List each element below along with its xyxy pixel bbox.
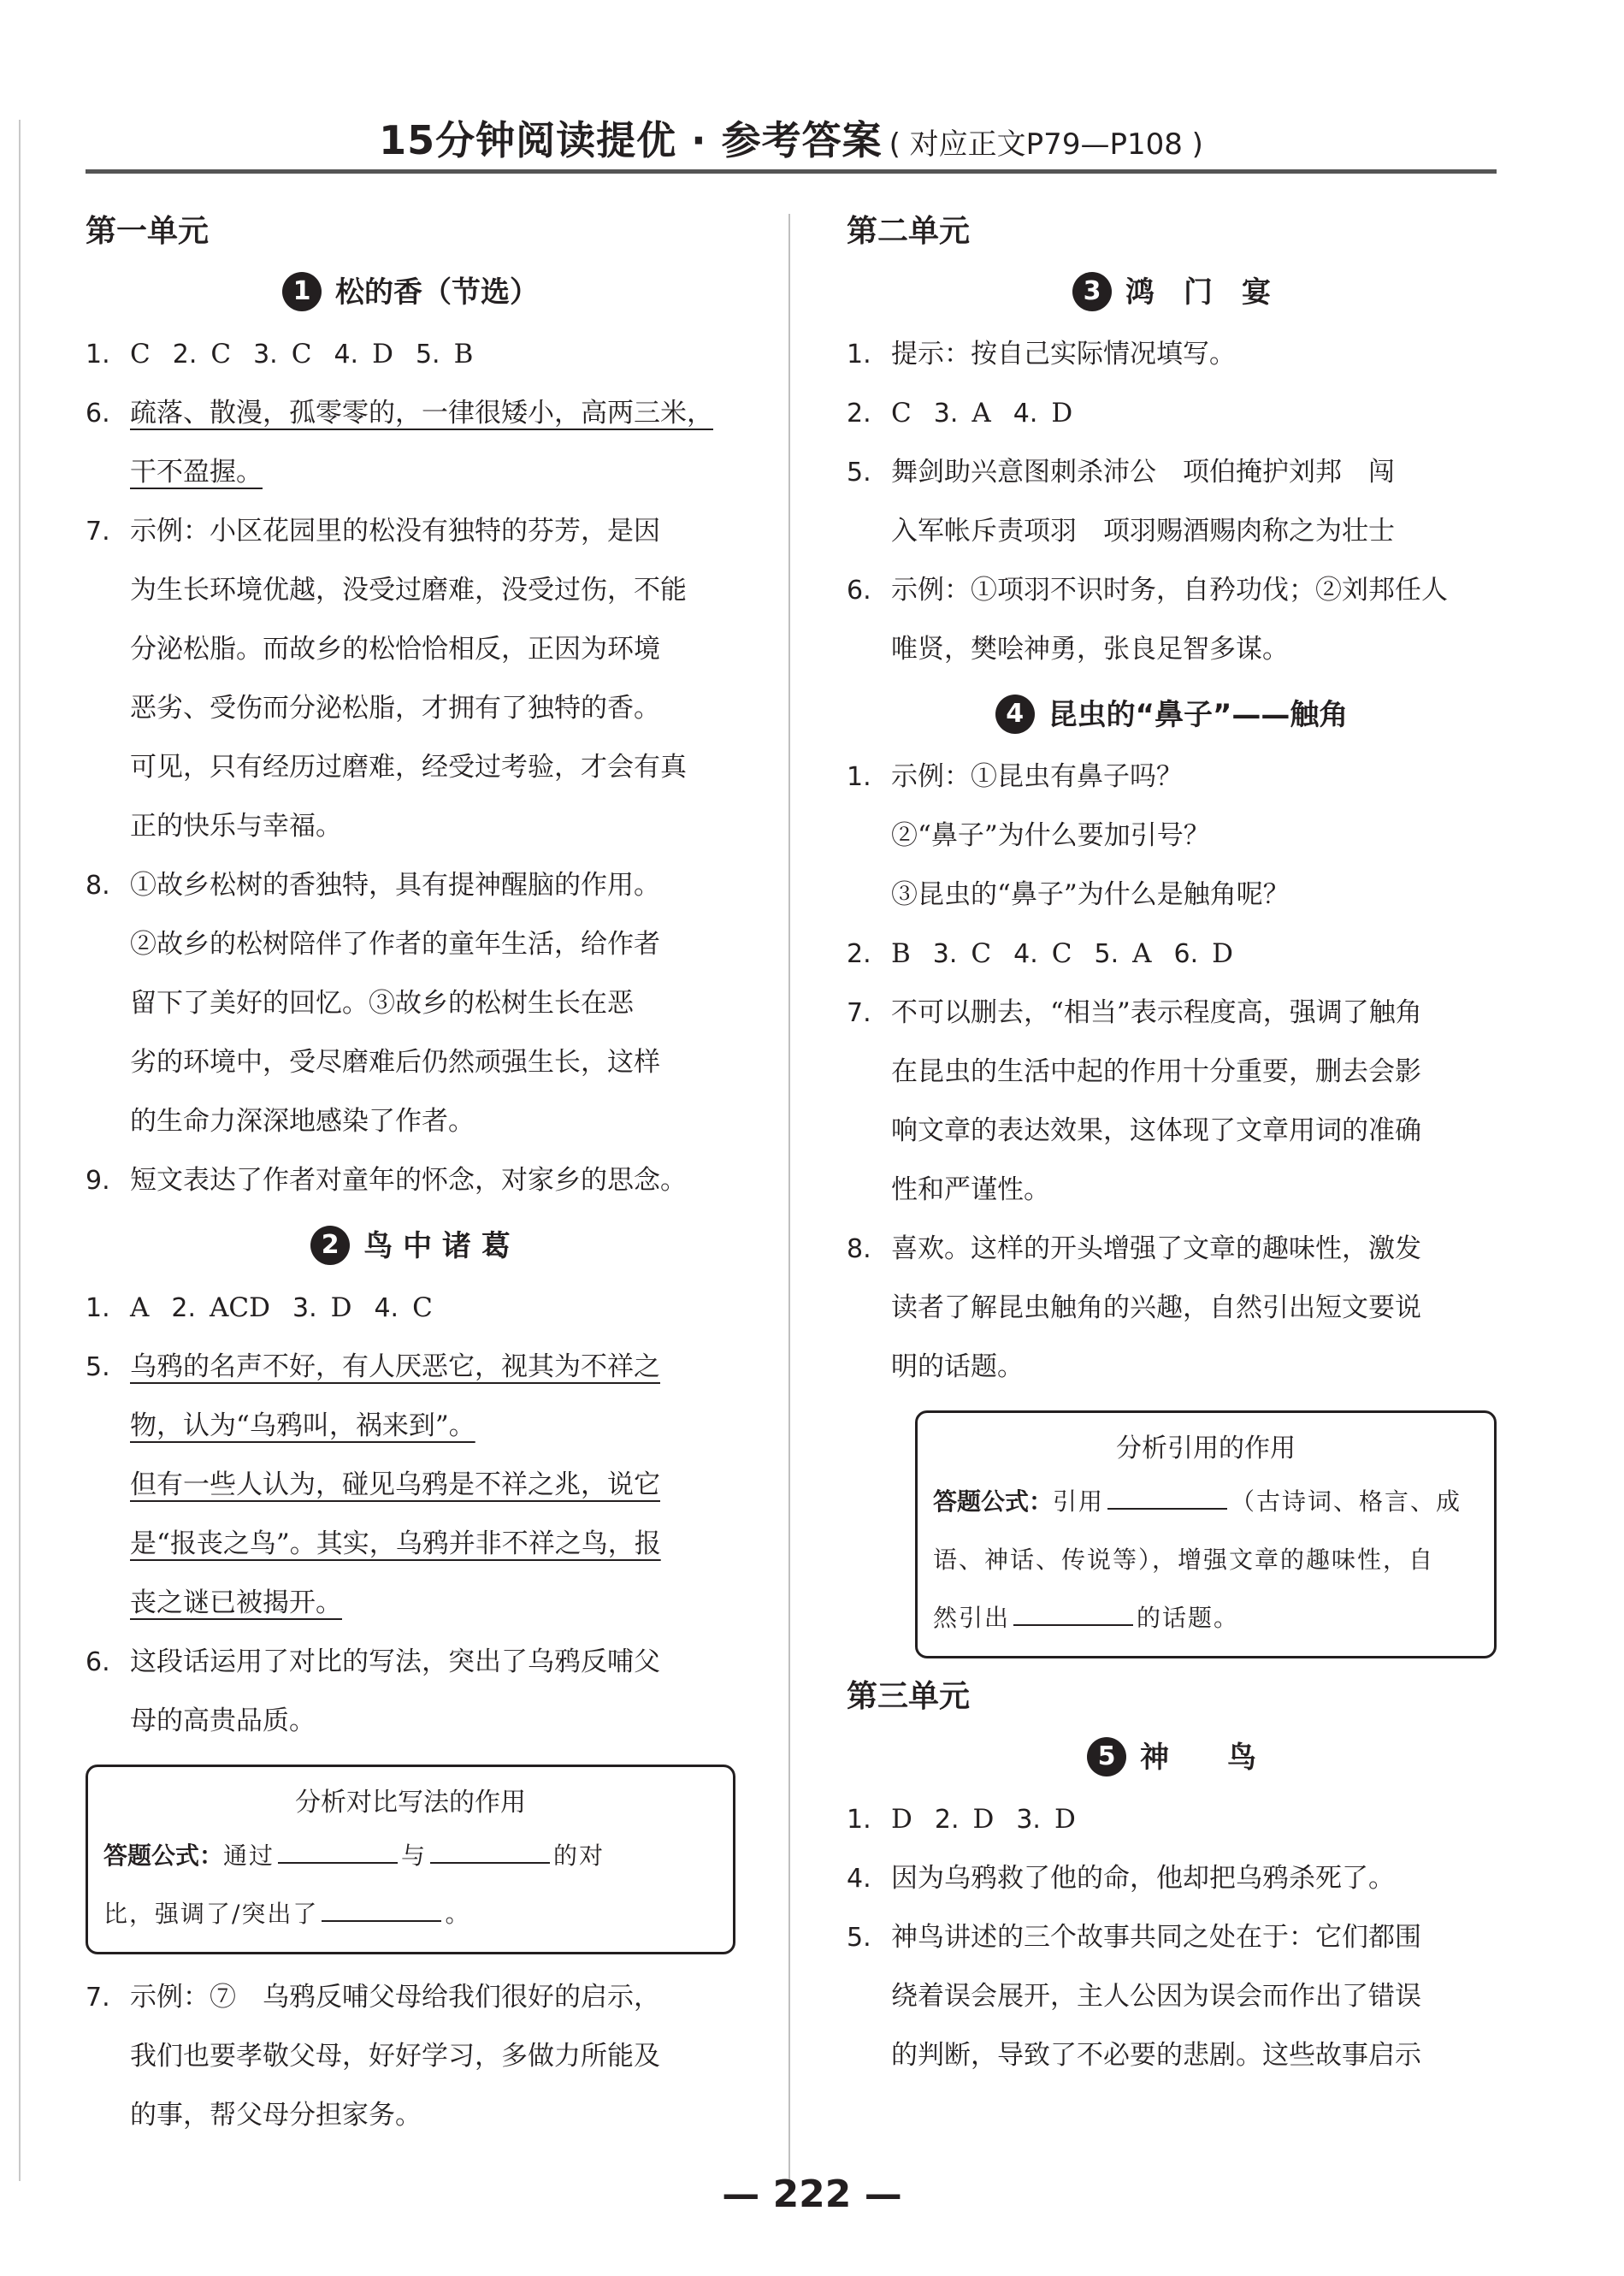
item-number: 6. bbox=[847, 576, 871, 606]
answer-line: 这段话运用了对比的写法，突出了乌鸦反哺父 bbox=[130, 1646, 660, 1677]
column-divider bbox=[788, 214, 790, 2181]
formula-title: 分析引用的作用 bbox=[1116, 1434, 1296, 1463]
underlined-line: 丧之谜已被揭开。 bbox=[130, 1587, 342, 1618]
section-title bbox=[86, 263, 735, 322]
answer-item bbox=[847, 1908, 1497, 2085]
choice-answer: C bbox=[971, 938, 992, 969]
answer-item bbox=[847, 1220, 1497, 1397]
answer-item bbox=[86, 856, 735, 1151]
answer-item bbox=[86, 1151, 735, 1210]
item-number: 4. bbox=[374, 1293, 399, 1323]
page-subtitle: ( 对应正文P79—P108 ) bbox=[889, 127, 1203, 162]
choice-answer: C bbox=[1051, 938, 1072, 969]
section-title bbox=[86, 1217, 735, 1275]
answer-line: 唯贤，樊哙神勇，张良足智多谋。 bbox=[891, 634, 1289, 665]
choice-answer: D bbox=[330, 1292, 352, 1323]
answer-line: ③昆虫的“鼻子”为什么是触角呢？ bbox=[891, 879, 1290, 910]
section-title bbox=[847, 1729, 1497, 1787]
answer-line: 可见，只有经历过磨难，经受过考验，才会有真 bbox=[130, 752, 687, 783]
item-number: 5. bbox=[415, 340, 440, 369]
item-number: 3. bbox=[932, 939, 958, 969]
answer-line: 短文表达了作者对童年的怀念，对家乡的思念。 bbox=[130, 1165, 687, 1196]
formula-text: 引用 bbox=[1053, 1487, 1105, 1516]
formula-text: （古诗词、格言、成 bbox=[1231, 1487, 1462, 1516]
answer-item bbox=[847, 443, 1497, 561]
answer-line: 的判断，导致了不必要的悲剧。这些故事启示 bbox=[891, 2040, 1421, 2071]
section-number: 4 bbox=[995, 695, 1035, 734]
item-number: 8. bbox=[86, 871, 110, 901]
answer-line: 入军帐斥责项羽 项羽赐酒赐肉称之为壮士 bbox=[891, 516, 1395, 547]
formula-text: 通过 bbox=[223, 1841, 275, 1870]
answer-line: 示例：⑦ 乌鸦反哺父母给我们很好的启示， bbox=[130, 1982, 660, 2013]
answer-line: ②“鼻子”为什么要加引号？ bbox=[891, 820, 1210, 851]
section-name: 鸿 门 宴 bbox=[1125, 275, 1271, 310]
item-number: 5. bbox=[847, 1923, 871, 1953]
section-number: 1 bbox=[282, 272, 322, 311]
answer-item bbox=[847, 925, 1497, 984]
answer-line: ①故乡松树的香独特，具有提神醒脑的作用。 bbox=[130, 870, 660, 901]
answer-item bbox=[847, 561, 1497, 679]
choice-answer: C bbox=[891, 398, 912, 429]
answer-line: 示例：①昆虫有鼻子吗？ bbox=[891, 761, 1183, 792]
fill-blank bbox=[430, 1836, 550, 1864]
item-number: 2. bbox=[847, 399, 871, 429]
item-number: 3. bbox=[933, 399, 959, 429]
item-number: 1. bbox=[847, 1805, 871, 1835]
item-number: 6. bbox=[86, 399, 110, 429]
answer-line: 示例：①项羽不识时务，自矜功伐；②刘邦任人 bbox=[891, 575, 1448, 606]
item-number: 5. bbox=[847, 458, 871, 488]
answer-item bbox=[847, 1849, 1497, 1908]
item-number: 7. bbox=[86, 517, 110, 547]
answer-line: 在昆虫的生活中起的作用十分重要，删去会影 bbox=[891, 1056, 1421, 1087]
choice-answer: D bbox=[1051, 398, 1073, 429]
underlined-line: 疏落、散漫，孤零零的，一律很矮小，高两三米， bbox=[130, 398, 713, 429]
item-number: 3. bbox=[292, 1293, 317, 1323]
section-title bbox=[847, 263, 1497, 322]
item-number: 1. bbox=[86, 1293, 110, 1323]
choice-answer: A bbox=[1132, 938, 1152, 969]
choice-answer: A bbox=[971, 398, 991, 429]
item-number: 6. bbox=[1173, 939, 1199, 969]
answer-item bbox=[847, 748, 1497, 925]
answer-line: 因为乌鸦救了他的命，他却把乌鸦杀死了。 bbox=[891, 1863, 1395, 1894]
section-name: 神 鸟 bbox=[1140, 1741, 1256, 1775]
item-number: 7. bbox=[847, 998, 871, 1028]
section-title bbox=[847, 686, 1497, 744]
answer-item bbox=[86, 1279, 735, 1338]
formula-label: 答题公式： bbox=[103, 1841, 224, 1870]
item-number: 1. bbox=[86, 340, 110, 369]
answer-line: ②故乡的松树陪伴了作者的童年生活，给作者 bbox=[130, 929, 660, 960]
choice-answer: C bbox=[210, 339, 232, 369]
item-number: 4. bbox=[1013, 399, 1038, 429]
fill-blank bbox=[278, 1836, 398, 1864]
answer-item bbox=[86, 1968, 735, 2145]
item-number: 1. bbox=[847, 762, 871, 792]
choice-answer: C bbox=[130, 339, 151, 369]
underlined-line: 但有一些人认为，碰见乌鸦是不祥之兆，说它 bbox=[130, 1469, 660, 1500]
item-number: 9. bbox=[86, 1166, 110, 1196]
item-number: 4. bbox=[847, 1864, 871, 1894]
page-title: 15分钟阅读提优 · 参考答案 bbox=[379, 117, 883, 163]
answer-line: 劣的环境中，受尽磨难后仍然顽强生长，这样 bbox=[130, 1047, 660, 1078]
item-number: 3. bbox=[1016, 1805, 1041, 1835]
answer-item bbox=[86, 384, 735, 502]
formula-body bbox=[933, 1473, 1479, 1647]
answer-line: 神鸟讲述的三个故事共同之处在于：它们都围 bbox=[891, 1922, 1421, 1953]
choice-answer: D bbox=[1212, 938, 1233, 969]
fill-blank bbox=[1107, 1482, 1227, 1510]
answer-line: 的生命力深深地感染了作者。 bbox=[130, 1106, 475, 1137]
answer-line: 读者了解昆虫触角的兴趣，自然引出短文要说 bbox=[891, 1292, 1421, 1323]
answer-line: 舞剑助兴意图刺杀沛公 项伯掩护刘邦 闯 bbox=[891, 457, 1395, 488]
unit-title: 第三单元 bbox=[847, 1679, 971, 1714]
answer-item bbox=[847, 984, 1497, 1220]
formula-text: 。 bbox=[445, 1900, 471, 1928]
item-number: 5. bbox=[1094, 939, 1119, 969]
formula-text: 语、神话、传说等），增强文章的趣味性，自 bbox=[933, 1546, 1435, 1574]
item-number: 7. bbox=[86, 1983, 110, 2013]
choice-answer: C bbox=[291, 339, 312, 369]
choice-answer: B bbox=[891, 938, 911, 969]
section-name: 松的香（节选） bbox=[335, 275, 539, 310]
answer-line: 恶劣、受伤而分泌松脂，才拥有了独特的香。 bbox=[130, 693, 660, 724]
choice-answer: D bbox=[972, 1804, 995, 1835]
answer-item bbox=[86, 325, 735, 384]
item-number: 1. bbox=[847, 340, 871, 369]
formula-text: 然引出 bbox=[933, 1604, 1011, 1632]
item-number: 2. bbox=[934, 1805, 960, 1835]
section-number: 2 bbox=[310, 1226, 350, 1265]
answer-line: 我们也要孝敬父母，好好学习，多做力所能及 bbox=[130, 2041, 660, 2072]
section-name: 鸟 中 诸 葛 bbox=[363, 1229, 511, 1263]
item-number: 3. bbox=[253, 340, 278, 369]
item-number: 4. bbox=[334, 340, 359, 369]
choice-answer: A bbox=[130, 1292, 150, 1323]
formula-text: 与 bbox=[401, 1841, 428, 1870]
choice-answer: B bbox=[453, 339, 474, 369]
fill-blank bbox=[322, 1895, 441, 1922]
answer-line: 绕着误会展开，主人公因为误会而作出了错误 bbox=[891, 1981, 1421, 2012]
formula-body bbox=[103, 1827, 718, 1943]
item-number: 5. bbox=[86, 1352, 110, 1382]
formula-box bbox=[915, 1410, 1497, 1658]
answer-line: 响文章的表达效果，这体现了文章用词的准确 bbox=[891, 1115, 1421, 1146]
answer-line: 的事，帮父母分担家务。 bbox=[130, 2100, 422, 2131]
answer-item bbox=[86, 1633, 735, 1751]
choice-answer: D bbox=[372, 339, 393, 369]
answer-line: 喜欢。这样的开头增强了文章的趣味性，激发 bbox=[891, 1233, 1421, 1264]
underlined-line: 干不盈握。 bbox=[130, 457, 263, 488]
answer-line: 分泌松脂。而故乡的松恰恰相反，正因为环境 bbox=[130, 634, 660, 665]
header-rule bbox=[86, 169, 1497, 174]
underlined-line: 物，认为“乌鸦叫，祸来到”。 bbox=[130, 1410, 475, 1441]
item-number: 4. bbox=[1013, 939, 1038, 969]
answer-line: 提示：按自己实际情况填写。 bbox=[891, 339, 1236, 369]
underlined-line: 是“报丧之鸟”。其实，乌鸦并非不祥之鸟，报 bbox=[130, 1528, 661, 1559]
choice-answer: D bbox=[1054, 1804, 1076, 1835]
formula-box bbox=[86, 1765, 735, 1954]
answer-line: 留下了美好的回忆。③故乡的松树生长在恶 bbox=[130, 988, 634, 1019]
formula-text: 比，强调了/突出了 bbox=[103, 1900, 319, 1928]
answer-line: 为生长环境优越，没受过磨难，没受过伤，不能 bbox=[130, 575, 687, 606]
left-column bbox=[86, 204, 735, 2145]
choice-answer: D bbox=[891, 1804, 912, 1835]
item-number: 2. bbox=[171, 1293, 197, 1323]
answer-item bbox=[86, 1338, 735, 1633]
item-number: 2. bbox=[847, 939, 871, 969]
unit-title: 第二单元 bbox=[847, 214, 971, 249]
binding-edge-line bbox=[19, 120, 21, 2181]
choice-answer: C bbox=[412, 1292, 433, 1323]
answer-item bbox=[86, 502, 735, 856]
answer-item bbox=[847, 1790, 1497, 1849]
formula-text: 的话题。 bbox=[1137, 1604, 1240, 1632]
unit-title: 第一单元 bbox=[86, 214, 210, 249]
answer-line: 示例：小区花园里的松没有独特的芬芳，是因 bbox=[130, 516, 660, 547]
formula-text: 的对 bbox=[553, 1841, 605, 1870]
answer-item bbox=[847, 384, 1497, 443]
underlined-line: 乌鸦的名声不好，有人厌恶它，视其为不祥之 bbox=[130, 1351, 660, 1382]
page-number: — 222 — bbox=[722, 2173, 902, 2216]
formula-title: 分析对比写法的作用 bbox=[295, 1788, 526, 1818]
item-number: 8. bbox=[847, 1234, 871, 1264]
section-name: 昆虫的“鼻子”——触角 bbox=[1048, 698, 1349, 732]
answer-item bbox=[847, 325, 1497, 384]
choice-answer: ACD bbox=[210, 1292, 270, 1323]
section-number: 3 bbox=[1072, 272, 1112, 311]
answer-line: 正的快乐与幸福。 bbox=[130, 811, 342, 842]
fill-blank bbox=[1013, 1599, 1133, 1626]
answer-line: 明的话题。 bbox=[891, 1351, 1024, 1382]
formula-label: 答题公式： bbox=[933, 1487, 1054, 1516]
right-column bbox=[847, 204, 1497, 2085]
section-number: 5 bbox=[1087, 1737, 1126, 1776]
answer-line: 母的高贵品质。 bbox=[130, 1706, 316, 1736]
item-number: 2. bbox=[172, 340, 198, 369]
item-number: 6. bbox=[86, 1647, 110, 1677]
answer-line: 性和严谨性。 bbox=[891, 1174, 1050, 1205]
answer-line: 不可以删去，“相当”表示程度高，强调了触角 bbox=[891, 997, 1422, 1028]
